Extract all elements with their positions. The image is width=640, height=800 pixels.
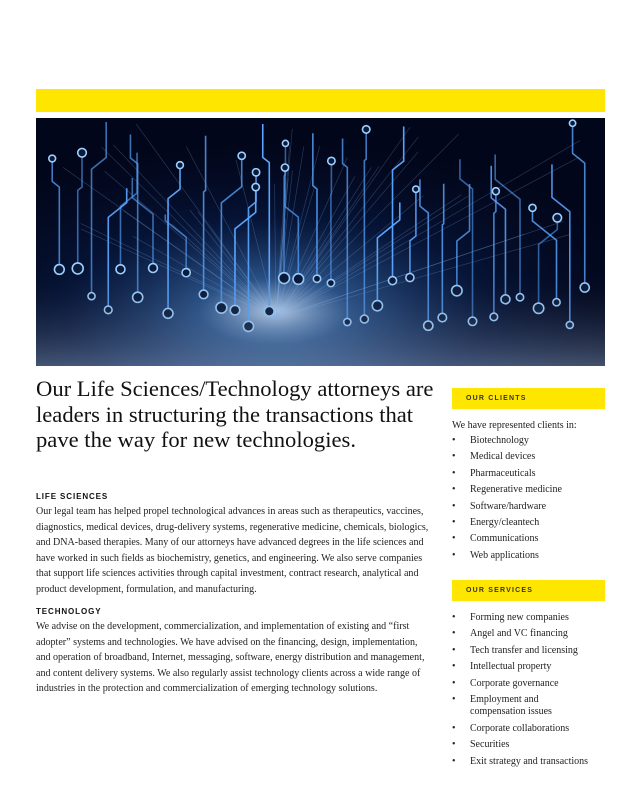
list-item: • Regenerative medicine	[452, 484, 607, 497]
life-sciences-heading: LIFE SCIENCES	[36, 492, 109, 501]
circuit-board-image	[36, 118, 605, 366]
clients-intro: We have represented clients in:	[452, 420, 577, 431]
technology-body: We advise on the development, commercialization, and implementation of existing and “first adopter” systems and technologies. We have advised on the financing, design, implementation, and operation of broadband, Internet, messaging, software, energy distribution and management, and content delivery systems. We also regularly assist technology clients across a wide range of industries in the protection and commercialization of emerging technology solutions.	[36, 621, 425, 694]
list-item: • Securities	[452, 739, 607, 752]
circuit-board-illustration	[36, 118, 605, 366]
list-item: • Medical devices	[452, 451, 607, 464]
life-sciences-body: Our legal team has helped propel technological advances in areas such as therapeutics, vaccines, diagnostics, medical devices, drug-delivery systems, regenerative medicine, chemicals, biologics, and DNA-based therapies. Many of our attorneys have advanced degrees in the life sciences and have worked in such fields as biochemistry, genetics, and engineering. We also serve companies that support life sciences activities through capital investment, contract research, analytical and product development, formulation, and manufacturing.	[36, 506, 429, 595]
list-item: • Communications	[452, 533, 607, 546]
list-item: • Tech transfer and licensing	[452, 645, 607, 658]
list-item: • Pharmaceuticals	[452, 468, 607, 481]
list-item: • Corporate governance	[452, 678, 607, 691]
list-item: • Intellectual property	[452, 661, 607, 674]
list-item: • Corporate collaborations	[452, 723, 607, 736]
our-services-header: OUR SERVICES	[452, 580, 605, 601]
list-item: • Forming new companies	[452, 612, 607, 625]
list-item: • Employment and compensation issues	[452, 694, 580, 719]
list-item: • Biotechnology	[452, 435, 607, 448]
technology-heading: TECHNOLOGY	[36, 607, 102, 616]
list-item: • Exit strategy and transactions	[452, 756, 607, 769]
list-item: • Angel and VC financing	[452, 628, 607, 641]
clients-list	[452, 435, 607, 566]
list-item: • Software/hardware	[452, 501, 607, 514]
list-item: • Energy/cleantech	[452, 517, 607, 530]
headline: Our Life Sciences/Technology attorneys are leaders in structuring the transactions that pave the way for new technologies.	[36, 376, 434, 452]
list-item: • Web applications	[452, 550, 607, 563]
top-accent-bar	[36, 89, 605, 112]
services-list	[452, 612, 607, 772]
our-clients-header: OUR CLIENTS	[452, 388, 605, 409]
